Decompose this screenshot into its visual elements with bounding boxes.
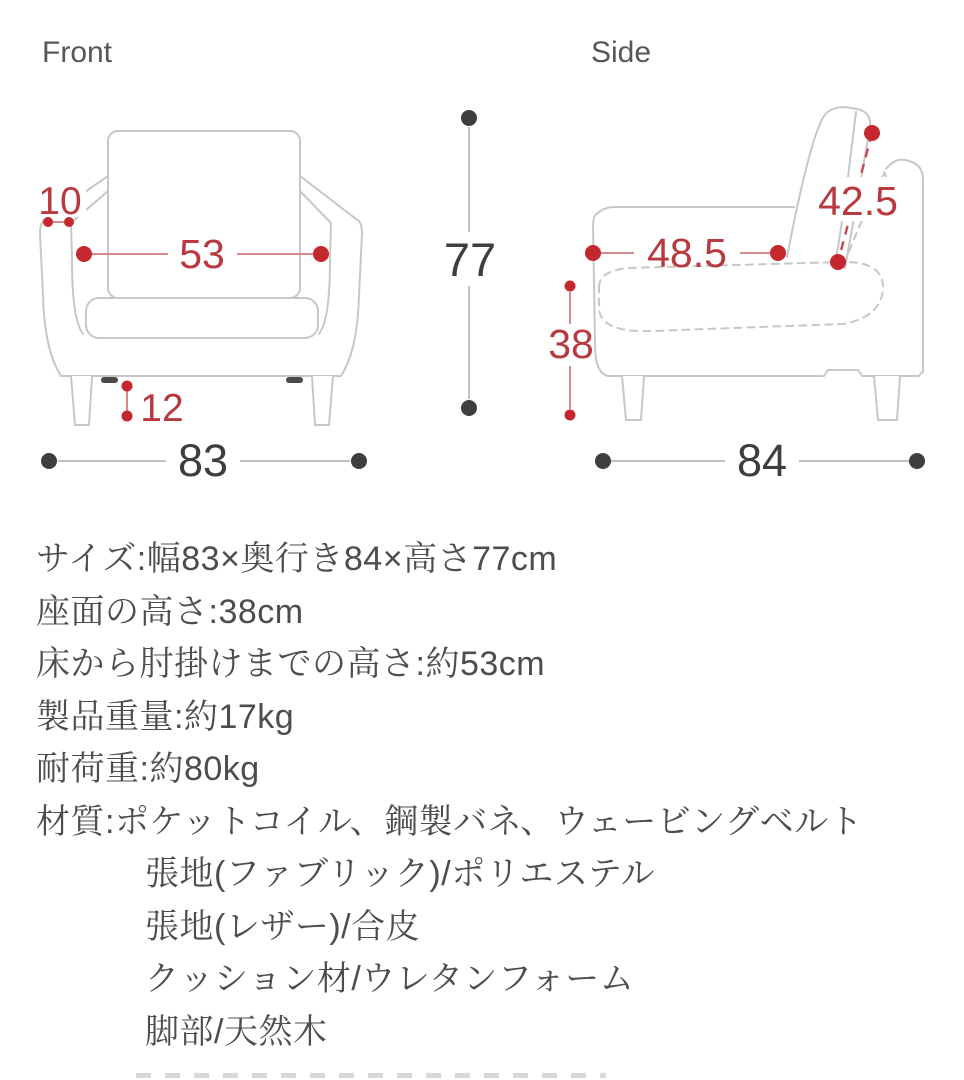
- side-view: [548, 36, 925, 486]
- spec-line-leg-material: 脚部/天然木: [145, 1012, 328, 1051]
- cutoff-text-line: [136, 1073, 606, 1078]
- front-foot-mark-left: [101, 377, 118, 383]
- side-leg-right: [874, 376, 900, 420]
- side-leg-left: [622, 376, 644, 420]
- spec-line-cushion-material: クッション材/ウレタンフォーム: [145, 960, 635, 998]
- dim-value: 10: [38, 180, 82, 223]
- dim-value: 53: [179, 231, 225, 277]
- front-arm-right-diagonals: [300, 176, 356, 223]
- dim-value: 38: [548, 321, 594, 367]
- spec-section: [36, 533, 863, 1058]
- side-dim-overall-depth: [595, 435, 925, 486]
- side-dim-backrest-length: [806, 125, 910, 270]
- front-view-label: Front: [42, 36, 113, 69]
- spec-line-weight: 製品重量:約17kg: [36, 697, 295, 736]
- spec-line-armrest-height: 床から肘掛けまでの高さ:約53cm: [36, 645, 546, 683]
- front-dim-overall-width: [41, 435, 367, 486]
- dim-value: 48.5: [647, 230, 727, 276]
- front-dim-armrest-top-width: [34, 180, 86, 227]
- dimension-diagram: [0, 0, 964, 512]
- side-view-label: Side: [591, 36, 652, 69]
- dim-value: 42.5: [818, 178, 898, 224]
- dim-value: 83: [177, 435, 229, 486]
- spec-line-seat-height: 座面の高さ:38cm: [36, 592, 304, 631]
- side-dim-inner-depth: [585, 230, 786, 276]
- overall-height-dim: [444, 110, 496, 416]
- front-dim-leg-height: [122, 381, 184, 431]
- front-view: [34, 36, 367, 486]
- front-leg-right: [312, 376, 333, 425]
- side-dim-seat-height: [548, 281, 594, 421]
- side-base: [608, 370, 922, 376]
- spec-line-size: サイズ:幅83×奥行き84×高さ77cm: [36, 540, 558, 578]
- spec-line-fabric-upholstery: 張地(ファブリック)/ポリエステル: [145, 855, 656, 893]
- front-seat-cushion: [86, 298, 318, 338]
- spec-line-load-capacity: 耐荷重:約80kg: [36, 750, 260, 788]
- dim-value: 84: [736, 435, 788, 486]
- front-foot-mark-right: [286, 377, 303, 383]
- spec-line-material: 材質:ポケットコイル、鋼製バネ、ウェービングベルト: [36, 802, 864, 841]
- dim-value: 77: [443, 233, 497, 286]
- front-arm-right: [319, 219, 362, 376]
- spec-line-leather-upholstery: 張地(レザー)/合皮: [145, 907, 421, 946]
- side-seat-cushion: [599, 262, 883, 331]
- front-arm-left: [40, 219, 83, 376]
- front-leg-left: [71, 376, 92, 425]
- dim-value: 12: [140, 387, 184, 430]
